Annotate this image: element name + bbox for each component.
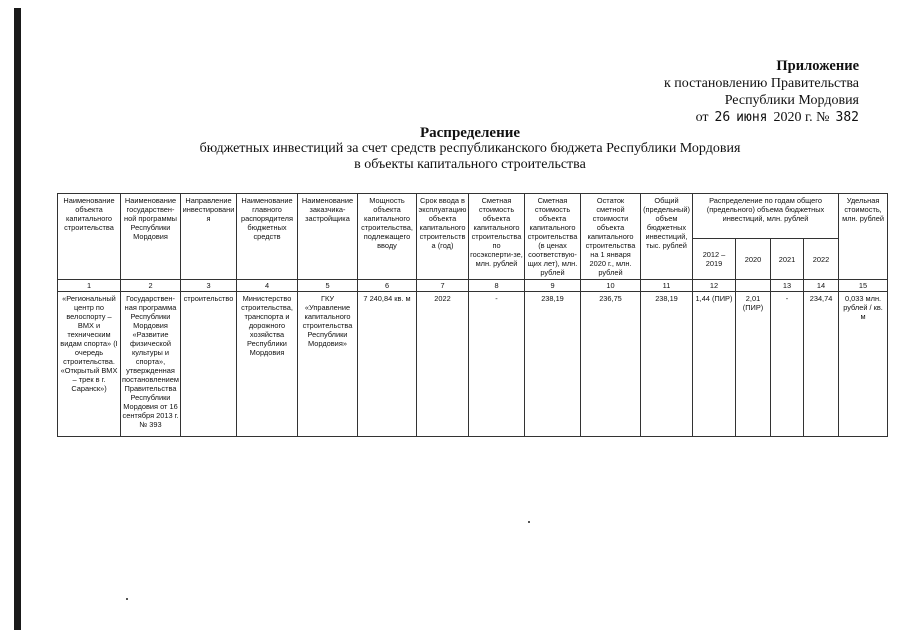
header-total-investment: Общий (предельный) объем бюджетных инвестиций, тыс. рублей [641, 194, 693, 280]
header-cost-current: Сметная стоимость объекта капитального строительства (в ценах соответствую-щих лет), млн. рублей [525, 194, 581, 280]
appendix-title: Приложение [776, 58, 859, 74]
cell-total-investment: 238,19 [641, 292, 693, 437]
distribution-table [57, 193, 888, 437]
column-number: 7 [417, 280, 469, 292]
cell-cost-current: 238,19 [525, 292, 581, 437]
cell-manager: Министерство строительства, транспорта и дорожного хозяйства Республики Мордовия [237, 292, 298, 437]
cell-program: Государствен-ная программа Республики Мордовия «Развитие физической культуры и спорта», утвержденная постановлением Правительства Республики Мордовия от 16 сентября 2013 г. № 393 [121, 292, 181, 437]
cell-commission-year: 2022 [417, 292, 469, 437]
column-number: 4 [237, 280, 298, 292]
cell-year-2022: 234,74 [804, 292, 839, 437]
header-unit-cost: Удельная стоимость, млн. рублей [839, 194, 888, 280]
decree-month: июня [736, 110, 768, 125]
decree-number: 382 [835, 110, 859, 125]
header-year-2012-2019: 2012 – 2019 [693, 239, 736, 280]
scan-speck [126, 598, 128, 600]
decree-day: 26 [714, 110, 731, 125]
column-number: 3 [181, 280, 237, 292]
column-number: 14 [804, 280, 839, 292]
column-number: 8 [469, 280, 525, 292]
column-number-empty [736, 280, 771, 292]
column-number: 9 [525, 280, 581, 292]
column-number: 1 [58, 280, 121, 292]
appendix-line-2: Республики Мордовия [724, 93, 859, 108]
header-program: Наименование государствен-ной программы Республики Мордовия [121, 194, 181, 280]
cell-customer: ГКУ «Управление капитального строительства Республики Мордовия» [298, 292, 358, 437]
cell-cost-expertise: - [469, 292, 525, 437]
header-capacity: Мощность объекта капитального строительства, подлежащего вводу [358, 194, 417, 280]
cell-unit-cost: 0,033 млн. рублей / кв. м [839, 292, 888, 437]
heading-subtitle-2: в объекты капитального строительства [354, 157, 586, 172]
column-number: 15 [839, 280, 888, 292]
column-number: 11 [641, 280, 693, 292]
column-number: 2 [121, 280, 181, 292]
cell-capacity: 7 240,84 кв. м [358, 292, 417, 437]
header-commission-year: Срок ввода в эксплуатацию объекта капитального строительства (год) [417, 194, 469, 280]
heading-title: Распределение [419, 125, 521, 141]
header-direction: Направление инвестирования [181, 194, 237, 280]
cell-year-2021: - [771, 292, 804, 437]
header-cost-remaining: Остаток сметной стоимости объекта капитального строительства на 1 января 2020 г., млн. рублей [581, 194, 641, 280]
header-year-2020: 2020 [736, 239, 771, 280]
table-header-row [58, 194, 888, 239]
cell-year-2012-2019: 1,44 (ПИР) [693, 292, 736, 437]
cell-object-name: «Региональный центр по велоспорту – ВМХ и техническим видам спорта» (I очередь строительства. «Открытый ВМХ – трек в г. Саранск») [58, 292, 121, 437]
cell-cost-remaining: 236,75 [581, 292, 641, 437]
cell-year-2020: 2,01 (ПИР) [736, 292, 771, 437]
date-prefix: от [695, 110, 709, 125]
column-number: 12 [693, 280, 736, 292]
column-number: 13 [771, 280, 804, 292]
column-number: 10 [581, 280, 641, 292]
appendix-line-1: к постановлению Правительства [663, 76, 859, 91]
column-number: 6 [358, 280, 417, 292]
appendix-block [599, 58, 859, 126]
header-cost-expertise: Сметная стоимость объекта капитального строительства по госэксперти-зе, млн. рублей [469, 194, 525, 280]
cell-direction: строительство [181, 292, 237, 437]
document-heading [150, 125, 790, 173]
decree-date-number [599, 109, 859, 126]
header-year-2021: 2021 [771, 239, 804, 280]
heading-subtitle-1: бюджетных инвестиций за счет средств республиканского бюджета Республики Мордовия [199, 141, 741, 156]
decree-year: 2020 г. № [773, 110, 830, 125]
header-object-name: Наименование объекта капитального строительства [58, 194, 121, 280]
scan-edge [14, 8, 21, 630]
scan-speck [528, 521, 530, 523]
column-number-row [58, 280, 888, 292]
table-row [58, 292, 888, 437]
header-manager: Наименование главного распорядителя бюджетных средств [237, 194, 298, 280]
header-distribution: Распределение по годам общего (предельного) объема бюджетных инвестиций, млн. рублей [693, 194, 839, 239]
column-number: 5 [298, 280, 358, 292]
header-year-2022: 2022 [804, 239, 839, 280]
header-customer: Наименование заказчика-застройщика [298, 194, 358, 280]
